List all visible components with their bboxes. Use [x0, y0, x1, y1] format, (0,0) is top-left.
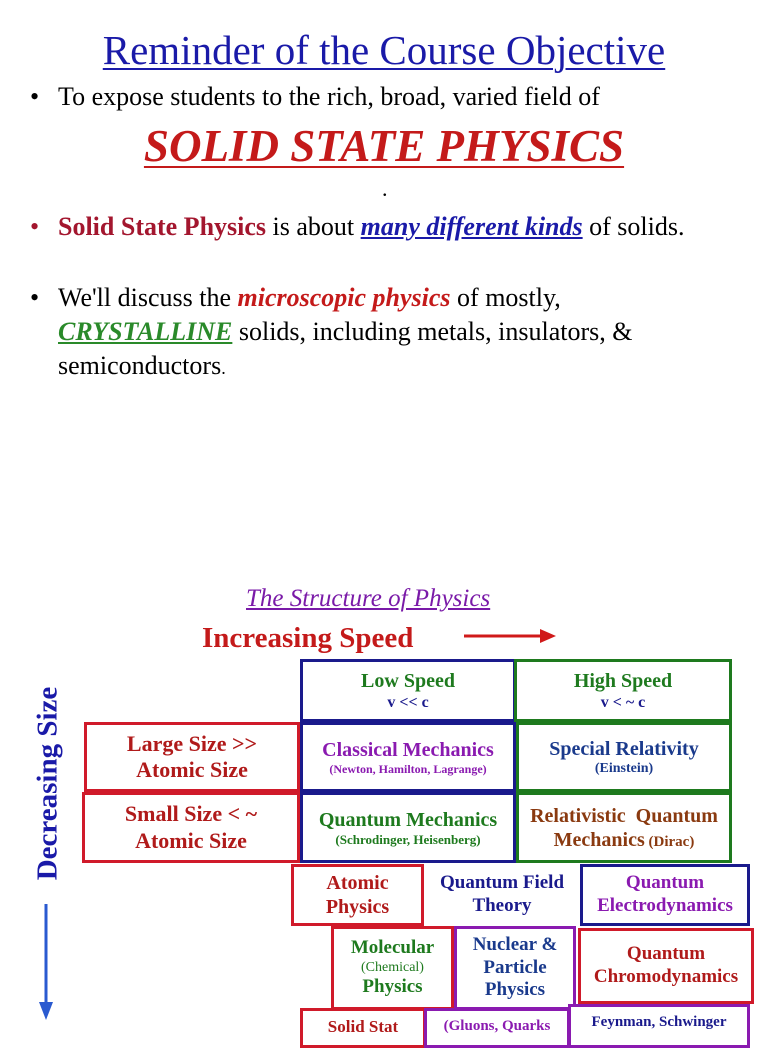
page-title: Reminder of the Course Objective: [102, 27, 666, 73]
bullet-dot: •: [30, 212, 40, 241]
special-relativity-label: Special Relativity: [549, 737, 699, 760]
emphasis-crystalline: CRYSTALLINE: [58, 317, 233, 346]
relativistic-qm-line-2: [554, 828, 695, 852]
increasing-speed-label: Increasing Speed: [202, 622, 414, 654]
emphasis-many-kinds: many different kinds: [360, 212, 583, 241]
bullet-3-text-end: solids, including metals, insulators, & semiconductors: [58, 317, 633, 380]
atomic-physics-box: [291, 864, 424, 926]
atomic-physics-line-1: Atomic: [326, 872, 389, 894]
feynman-label: Feynman, Schwinger: [591, 1014, 727, 1030]
emphasis-microscopic-physics: microscopic physics: [237, 283, 451, 312]
bullet-2: [30, 210, 728, 244]
qcd-line-2: Chromodynamics: [593, 966, 739, 987]
nuclear-line-2: Particle: [483, 956, 547, 978]
low-speed-label: Low Speed: [361, 669, 455, 692]
quantum-mechanics-sub: (Schrodinger, Heisenberg): [335, 831, 481, 847]
classical-mechanics-box: [300, 722, 516, 792]
small-size-box: [82, 792, 300, 863]
molecular-line-2: Physics: [362, 976, 423, 998]
bullet-1-text: To expose students to the rich, broad, varied field of: [58, 82, 600, 111]
molecular-sub: (Chemical): [361, 959, 424, 975]
bullet-3-period: .: [221, 358, 226, 378]
qed-box: [580, 864, 750, 926]
large-size-line-1: Large Size >>: [126, 730, 258, 756]
large-size-box: [84, 722, 300, 792]
decreasing-size-label: [28, 668, 68, 898]
solid-state-box: [300, 1008, 426, 1048]
low-speed-box: [300, 659, 516, 722]
term-solid-state-physics: Solid State Physics: [58, 212, 267, 241]
large-size-line-2: Atomic Size: [136, 757, 248, 782]
qed-line-2: Electrodynamics: [597, 895, 733, 916]
bullet-3-text-mid: of mostly,: [450, 283, 561, 312]
bullet-2-text-end: of solids.: [582, 212, 685, 241]
high-speed-label: High Speed: [573, 669, 673, 692]
bullet-3: [30, 281, 738, 385]
atomic-physics-line-2: Physics: [325, 896, 390, 918]
bullet-3-text: We'll discuss the: [58, 283, 238, 312]
diagram-caption: The Structure of Physics: [246, 585, 491, 612]
relativistic-qm-sub: (Dirac): [644, 833, 695, 850]
down-arrow-icon: [36, 902, 56, 1024]
molecular-line-1: Molecular: [350, 936, 435, 958]
headline-solid-state-physics: SOLID STATE PHYSICS: [143, 121, 625, 171]
bullet-2-text: is about: [266, 212, 361, 241]
high-speed-sub: v < ~ c: [600, 693, 646, 711]
qcd-line-1: Quantum: [626, 943, 706, 965]
relativistic-qm-line-1: Relativistic Quantum: [530, 804, 718, 827]
bullet-dot: •: [30, 283, 40, 312]
low-speed-sub: v << c: [387, 693, 429, 711]
bullet-1: [30, 80, 748, 114]
relativistic-qm-word: Mechanics: [553, 828, 645, 851]
qed-line-1: Quantum: [625, 872, 705, 894]
classical-mechanics-sub: (Newton, Hamilton, Lagrange): [329, 761, 487, 776]
nuclear-particle-box: [454, 926, 576, 1010]
solid-state-label: Solid Stat: [327, 1017, 399, 1036]
decreasing-size-text: Decreasing Size: [31, 686, 64, 880]
quantum-mechanics-box: [300, 792, 516, 863]
small-size-line-1: Small Size < ~: [124, 801, 258, 827]
relativistic-qm-box: [516, 792, 732, 863]
high-speed-box: [514, 659, 732, 722]
special-relativity-box: [516, 722, 732, 792]
right-arrow-icon: [462, 626, 558, 646]
quantum-mechanics-label: Quantum Mechanics: [318, 808, 498, 831]
nuclear-line-3: Physics: [484, 979, 546, 1001]
qcd-box: [578, 928, 754, 1004]
gluons-quarks-label: (Gluons, Quarks: [443, 1018, 551, 1034]
gluons-quarks-box: [424, 1008, 570, 1048]
molecular-physics-box: [331, 926, 454, 1010]
stray-dot: .: [382, 176, 388, 201]
quantum-field-theory-line-1: Quantum Field: [439, 872, 565, 894]
quantum-field-theory-line-2: Theory: [472, 895, 532, 916]
quantum-field-theory-box: [424, 864, 580, 926]
bullet-dot: •: [30, 82, 40, 111]
feynman-box: [568, 1004, 750, 1048]
small-size-line-2: Atomic Size: [135, 827, 247, 853]
special-relativity-sub: (Einstein): [594, 760, 654, 776]
classical-mechanics-label: Classical Mechanics: [322, 738, 494, 761]
nuclear-line-1: Nuclear &: [472, 933, 558, 955]
